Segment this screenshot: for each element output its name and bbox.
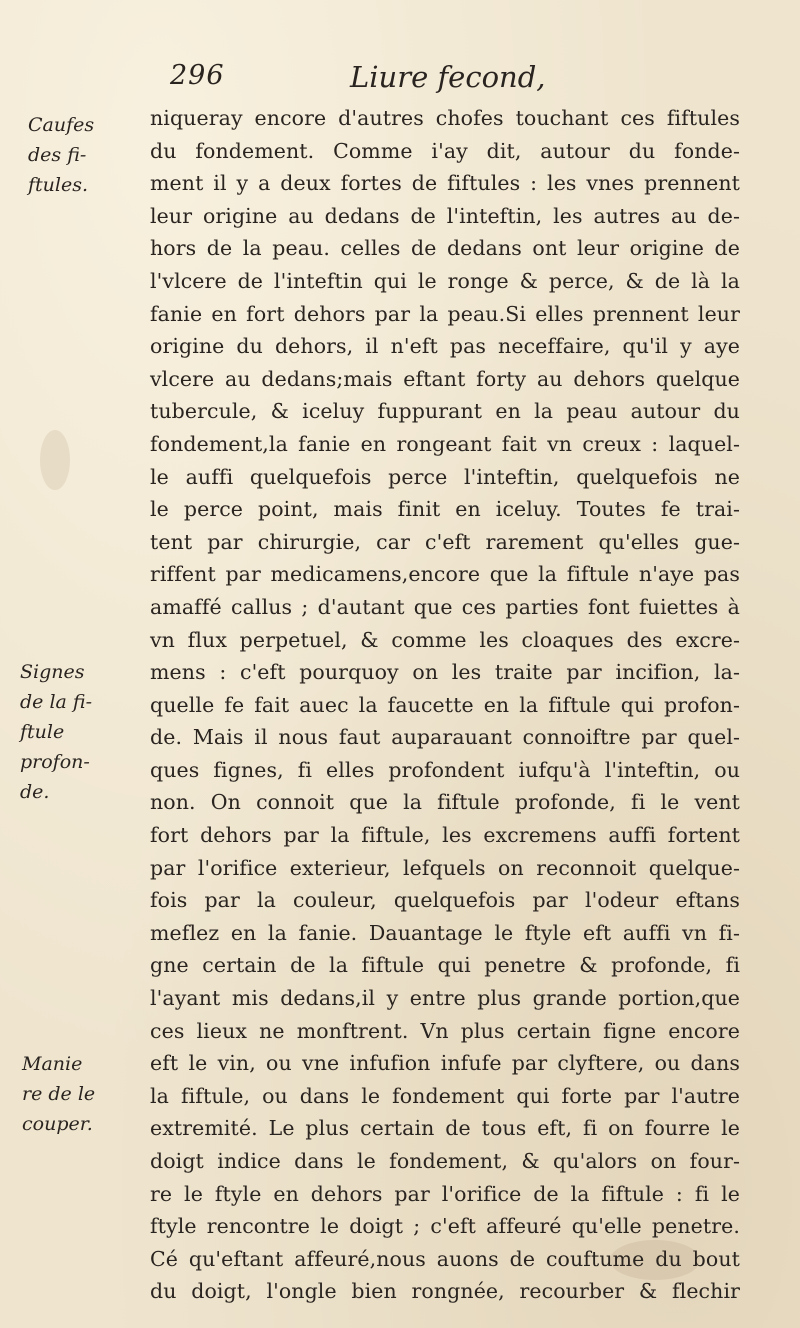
text-line: vn flux perpetuel, & comme les cloaques des excre- <box>150 627 740 652</box>
margin-note-line: Manie <box>22 1053 83 1075</box>
text-line: du doigt, l'ongle bien rongnée, recourber & flechir <box>150 1279 740 1304</box>
text-line: ques fignes, fi elles profondent iufqu'à l'inteftin, ou <box>150 757 740 782</box>
text-line: riffent par medicamens,encore que la fiftule n'aye pas <box>150 562 740 587</box>
text-line: hors de la peau. celles de dedans ont leur origine de <box>150 236 740 261</box>
text-line: tent par chirurgie, car c'eft rarement qu'elles gue- <box>150 529 740 554</box>
margin-note-line: de la fi- <box>20 691 92 713</box>
margin-note-line: ftules. <box>28 174 89 196</box>
text-line: mens : c'eft pourquoy on les traite par incifion, la- <box>150 660 740 685</box>
margin-note-line: re de le <box>22 1083 96 1105</box>
running-title: Liure fecond, <box>350 60 546 94</box>
text-line: ces lieux ne monftrent. Vn plus certain figne encore <box>150 1018 740 1043</box>
text-line: non. On connoit que la fiftule profonde, fi le vent <box>150 790 740 815</box>
margin-note-line: Caufes <box>28 114 95 136</box>
text-line: amaffé callus ; d'autant que ces parties font fuiettes à <box>150 594 740 619</box>
text-line: quelle fe fait auec la faucette en la fiftule qui profon- <box>150 692 740 717</box>
text-line: fanie en fort dehors par la peau.Si elles prennent leur <box>150 301 740 326</box>
text-line: ment il y a deux fortes de fiftules : les vnes prennent <box>150 171 740 196</box>
text-line: meflez en la fanie. Dauantage le ftyle eft auffi vn fi- <box>150 920 740 945</box>
text-line: fois par la couleur, quelquefois par l'odeur eftans <box>150 888 740 913</box>
text-line: extremité. Le plus certain de tous eft, fi on fourre le <box>150 1116 740 1141</box>
text-line: doigt indice dans le fondement, & qu'alors on four- <box>150 1149 740 1173</box>
text-line: re le ftyle en dehors par l'orifice de la fiftule : fi le <box>150 1181 740 1206</box>
text-line: par l'orifice exterieur, lefquels on reconnoit quelque- <box>150 855 740 880</box>
paper-stain <box>40 430 70 490</box>
text-line: l'vlcere de l'inteftin qui le ronge & perce, & de là la <box>150 268 740 293</box>
margin-note-causes <box>28 110 168 200</box>
margin-note-line: de. <box>20 781 50 803</box>
text-line: vlcere au dedans;mais eftant forty au dehors quelque <box>150 366 740 391</box>
text-line: fort dehors par la fiftule, les excremens auffi fortent <box>150 823 740 848</box>
margin-note-line: ftule <box>20 721 65 743</box>
margin-note-line: Signes <box>20 661 85 683</box>
text-line: de. Mais il nous faut auparauant connoiftre par quel- <box>150 725 740 750</box>
text-line: leur origine au dedans de l'inteftin, les autres au de- <box>150 203 740 228</box>
text-line: tubercule, & iceluy fuppurant en la peau autour du <box>150 399 740 424</box>
text-line: origine du dehors, il n'eft pas neceffaire, qu'il y aye <box>150 334 740 359</box>
body-text <box>150 102 740 1308</box>
text-line: niqueray encore d'autres chofes touchant ces fiftules <box>150 106 740 130</box>
text-line: fondement,la fanie en rongeant fait vn creux : laquel- <box>150 431 740 456</box>
margin-note-line: couper. <box>22 1113 93 1135</box>
margin-note-line: des fi- <box>28 144 87 166</box>
margin-note-signes <box>20 657 160 807</box>
text-line: ftyle rencontre le doigt ; c'eft affeuré qu'elle penetre. <box>150 1214 740 1239</box>
margin-note-line: profon- <box>20 751 90 773</box>
text-line: gne certain de la fiftule qui penetre & profonde, fi <box>150 953 740 978</box>
page-header <box>160 60 750 106</box>
text-line: la fiftule, ou dans le fondement qui forte par l'autre <box>150 1083 740 1108</box>
text-line: du fondement. Comme i'ay dit, autour du fonde- <box>150 138 740 163</box>
text-line: eft le vin, ou vne infufion infufe par clyftere, ou dans <box>150 1051 740 1076</box>
text-line: le perce point, mais finit en iceluy. Toutes fe trai- <box>150 497 740 522</box>
text-line: le auffi quelquefois perce l'inteftin, quelquefois ne <box>150 464 740 489</box>
text-line: l'ayant mis dedans,il y entre plus grande portion,que <box>150 986 740 1011</box>
page-number: 296 <box>170 60 225 91</box>
text-line: Cé qu'eftant affeuré,nous auons de couftume du bout <box>150 1246 740 1271</box>
margin-note-maniere <box>22 1049 162 1139</box>
